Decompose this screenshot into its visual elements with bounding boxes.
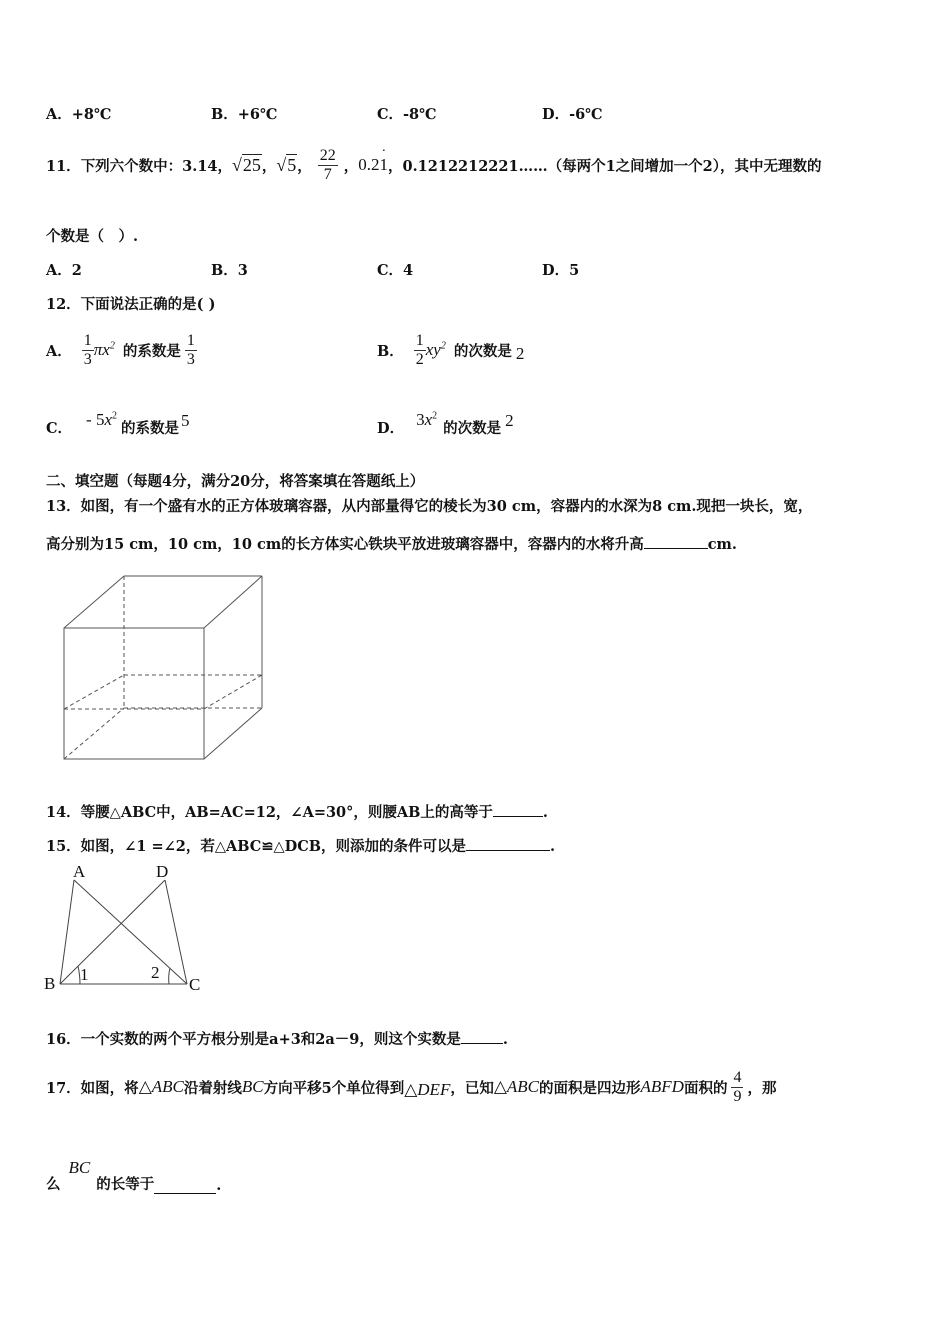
q11-option-b: B．3 (211, 262, 248, 279)
label-d: D (156, 862, 169, 881)
q17-line2: 么 BC 的长等于 . (46, 1158, 222, 1194)
q11-option-d: D．5 (542, 262, 580, 279)
fraction-one-third-coef: $\frac{1}{3}$ (186, 331, 195, 368)
q12-option-b: B． $\frac{1}{2}$ $xy^2$ 的次数是 2 (377, 331, 525, 368)
q15-answer-blank[interactable] (466, 837, 550, 851)
label-angle-1: 1 (80, 965, 89, 984)
q17-line1: 17．如图，将 △ABC 沿着射线 BC 方向平移5个单位得到 △DEF ，已知 △ABC 的面积是四边形 ABFD 面积的 $\frac{4}{9}$ ，那 (46, 1068, 777, 1105)
water-line (64, 675, 124, 709)
x-y-squared: $xy^2$ (425, 340, 446, 359)
label-angle-2: 2 (151, 963, 160, 982)
q12-option-c: C． - $5x^2$ 的系数是 5 (46, 410, 190, 437)
q15: 15．如图，∠1 =∠2，若△ABC≌△DCB，则添加的条件可以是 . (46, 838, 556, 855)
pi-x-squared: $\pi x^2$ (93, 340, 115, 359)
q11-option-a: A．2 (46, 262, 82, 279)
sqrt-25: √25 (232, 154, 261, 175)
q12-d-value: 2 (505, 411, 514, 430)
neg-5x-squared: - $5x^2$ (86, 410, 118, 429)
segment-dc (165, 880, 187, 984)
cube-edge (64, 576, 124, 628)
ray-bc: BC (241, 1077, 264, 1096)
q16: 16．一个实数的两个平方根分别是a+3和2a－9，则这个实数是 . (46, 1031, 508, 1048)
q12-b-value: 2 (515, 344, 525, 363)
fraction-one-third: $\frac{1}{3}$ (83, 331, 92, 368)
fraction-one-half: $\frac{1}{2}$ (415, 331, 424, 368)
quadrilateral-abfd: ABFD (640, 1077, 684, 1096)
q10-option-d: D．-6℃ (542, 106, 603, 123)
q14: 14．等腰△ABC中，AB=AC=12，∠A=30°，则腰AB上的高等于 . (46, 804, 548, 821)
repeating-decimal: 0.2· 1 (358, 155, 388, 175)
water-line (204, 675, 262, 709)
q11-tail: ，0.1212212221……（每两个1之间增加一个2），其中无理数的 (388, 157, 822, 175)
q13-line2: 高分别为15 cm，10 cm，10 cm的长方体实心铁块平放进玻璃容器中，容器内的水将升高 cm. (46, 536, 737, 553)
cube-edge (204, 576, 262, 628)
label-b: B (44, 974, 56, 993)
label-c: C (189, 975, 201, 994)
q11-option-c: C．4 (377, 262, 414, 279)
triangle-def: △DEF (404, 1080, 451, 1099)
section-2-heading: 二、填空题（每题4分，满分20分，将答案填在答题纸上） (46, 473, 425, 490)
q13-line1: 13．如图，有一个盛有水的正方体玻璃容器，从内部量得它的棱长为30 cm，容器内的水深为8 cm.现把一块长，宽， (46, 498, 813, 515)
q12-option-a: A． $\frac{1}{3}$ $\pi x^2$ 的系数是 $\frac{1}{3}$ (46, 331, 195, 368)
cube-container-figure (58, 572, 268, 762)
q10-option-c: C．-8℃ (377, 106, 437, 123)
cube-front-face (64, 628, 204, 759)
three-x-squared: $3x^2$ (416, 410, 438, 429)
cube-edge (204, 708, 262, 759)
fraction-22-7: $\frac{22}{7}$ (319, 146, 336, 183)
q12-c-value: 5 (181, 411, 190, 430)
q11-stem: 11． 下列六个数中：3.14， √25 ， √5 ， $\frac{22}{7}$ ， 0.2· 1 ，0.1212212221……（每两个1之间增加一个2），其中无理数的 (46, 137, 822, 193)
q13-answer-blank[interactable] (644, 535, 708, 549)
q11-lead: 下列六个数中：3.14， (80, 157, 233, 175)
q10-option-a: A．+8℃ (46, 106, 112, 123)
fraction-4-9: $\frac{4}{9}$ (733, 1068, 742, 1105)
q17-answer-blank[interactable] (154, 1180, 216, 1194)
cube-hidden-edge (64, 708, 124, 759)
segment-bc-label: BC (68, 1158, 91, 1177)
segment-ab (60, 880, 74, 984)
q12-option-d: D． $3x^2$ 的次数是 2 (377, 410, 514, 437)
label-a: A (73, 862, 86, 881)
q11-number: 11． (46, 157, 81, 175)
triangle-figure (40, 860, 210, 1000)
q10-option-b: B．+6℃ (211, 106, 278, 123)
triangle-abc-2: △ABC (493, 1077, 540, 1096)
sqrt-5: √5 (276, 154, 297, 175)
angle-2-arc (169, 968, 170, 984)
q11-line2: 个数是（ ）. (46, 228, 139, 245)
q14-answer-blank[interactable] (493, 803, 543, 817)
q12-stem: 12．下面说法正确的是( ) (46, 296, 216, 313)
q16-answer-blank[interactable] (461, 1030, 503, 1044)
segment-db (60, 880, 165, 984)
triangle-abc: △ABC (138, 1077, 184, 1096)
